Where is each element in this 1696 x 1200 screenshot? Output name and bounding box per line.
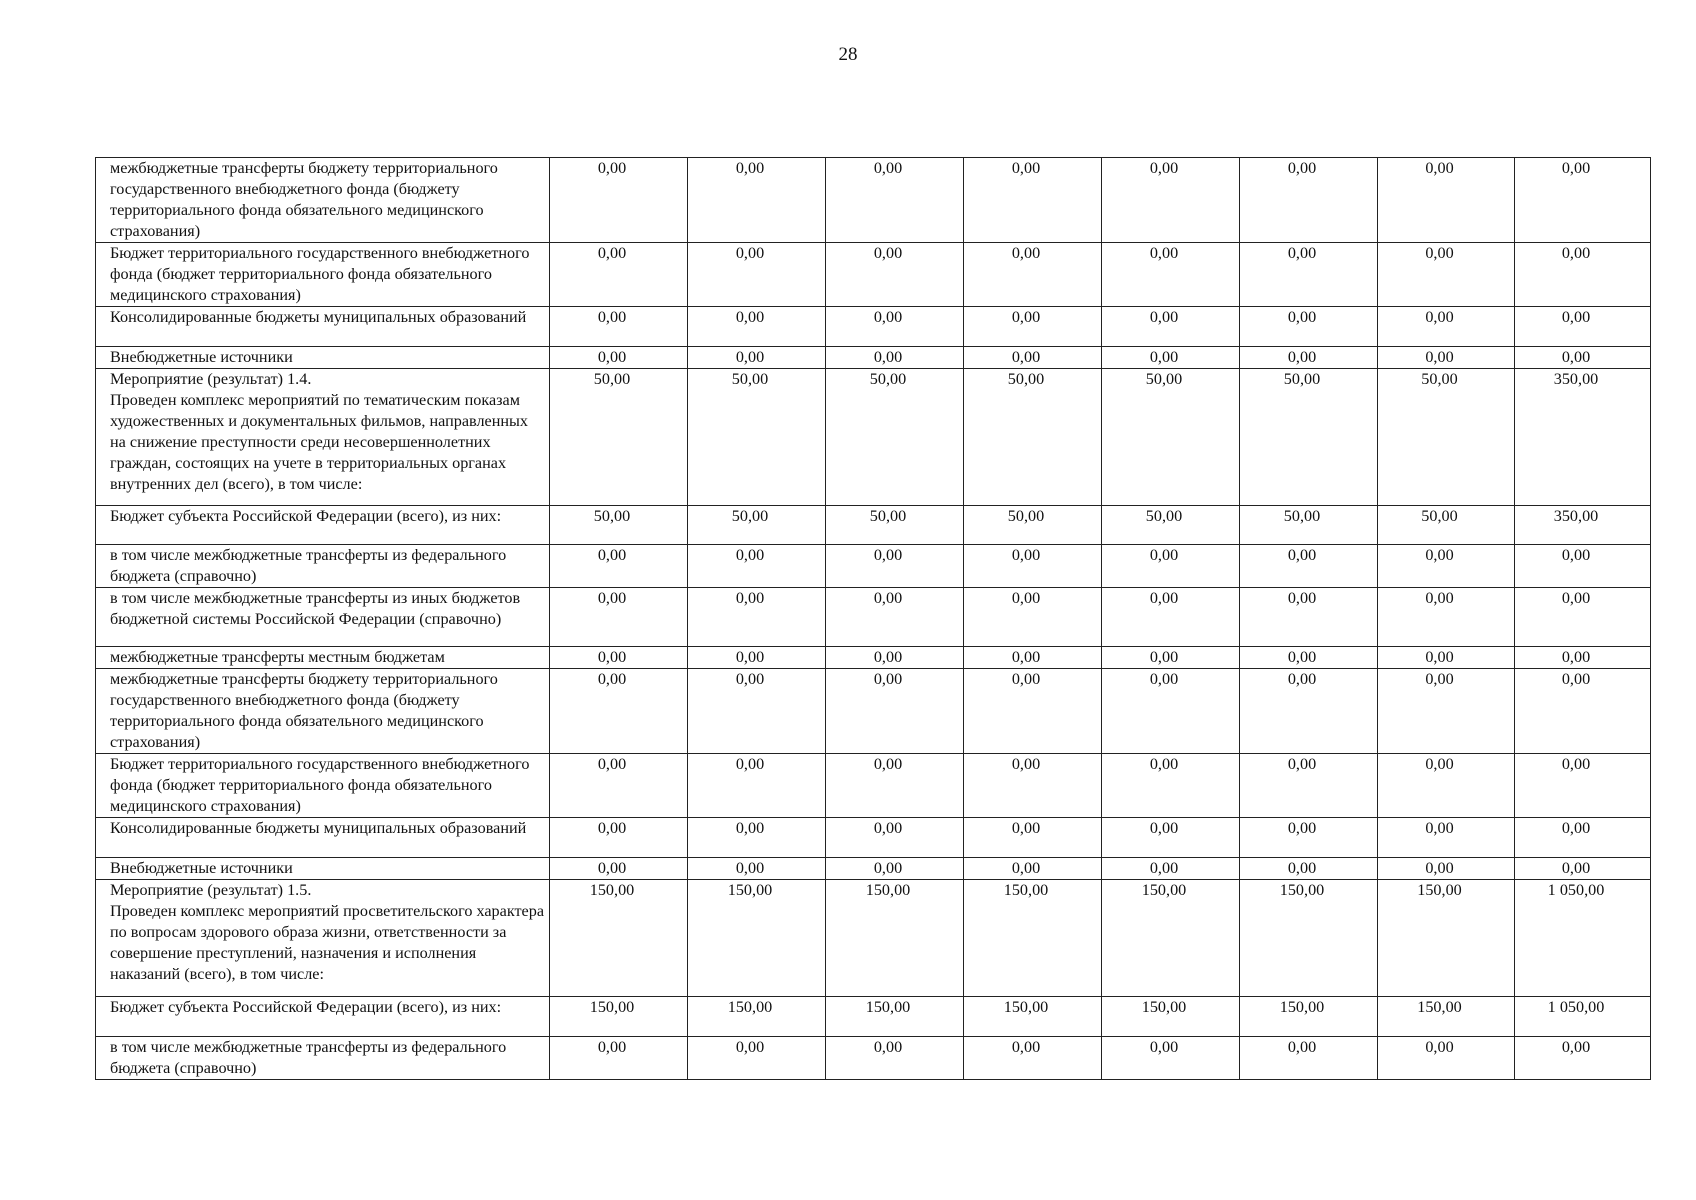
value-cell: 150,00	[550, 879, 688, 997]
value-cell: 150,00	[964, 879, 1102, 997]
value-cell: 0,00	[826, 243, 964, 307]
row-label-text: Проведен комплекс мероприятий по тематическим показам художественных и документальных фильмов, направленных на снижение преступности среди несовершеннолетних граждан, состоящих на учете в территориальных органах внутренних дел (всего), в том числе:	[110, 390, 529, 493]
value-cell: 0,00	[550, 243, 688, 307]
row-label	[96, 1036, 550, 1079]
value-cell: 50,00	[1378, 505, 1515, 545]
value-cell: 0,00	[964, 158, 1102, 243]
value-cell: 0,00	[1378, 346, 1515, 368]
value-cell: 0,00	[688, 545, 826, 588]
value-cell: 0,00	[964, 307, 1102, 347]
value-cell: 0,00	[1240, 346, 1378, 368]
value-cell: 50,00	[1102, 505, 1240, 545]
row-label-text: в том числе межбюджетные трансферты из иных бюджетов бюджетной системы Российской Федерации (справочно)	[110, 589, 521, 628]
value-cell: 50,00	[964, 368, 1102, 505]
value-cell: 0,00	[550, 346, 688, 368]
value-cell: 0,00	[550, 669, 688, 754]
table-row	[96, 588, 1651, 647]
value-cell: 0,00	[964, 1036, 1102, 1079]
value-cell: 0,00	[826, 307, 964, 347]
row-label-text: Консолидированные бюджеты муниципальных образований	[110, 819, 527, 837]
value-cell: 0,00	[1240, 158, 1378, 243]
value-cell: 0,00	[1515, 243, 1651, 307]
value-cell: 0,00	[1102, 307, 1240, 347]
value-cell: 150,00	[1378, 997, 1515, 1037]
value-cell: 0,00	[1102, 346, 1240, 368]
value-cell: 1 050,00	[1515, 997, 1651, 1037]
value-cell: 0,00	[826, 158, 964, 243]
value-cell: 0,00	[1102, 857, 1240, 879]
table-row	[96, 818, 1651, 858]
value-cell: 0,00	[826, 1036, 964, 1079]
row-label	[96, 879, 550, 997]
value-cell: 0,00	[550, 1036, 688, 1079]
value-cell: 0,00	[1102, 158, 1240, 243]
row-label	[96, 545, 550, 588]
table-row	[96, 368, 1651, 505]
value-cell: 150,00	[826, 997, 964, 1037]
table-row	[96, 857, 1651, 879]
value-cell: 0,00	[1378, 158, 1515, 243]
value-cell: 50,00	[964, 505, 1102, 545]
row-label-text: Внебюджетные источники	[110, 858, 293, 877]
value-cell: 50,00	[688, 368, 826, 505]
value-cell: 150,00	[688, 879, 826, 997]
table-row	[96, 505, 1651, 545]
row-label-text: межбюджетные трансферты местным бюджетам	[110, 648, 445, 666]
value-cell: 0,00	[1378, 1036, 1515, 1079]
value-cell: 0,00	[1240, 754, 1378, 818]
row-label-text: межбюджетные трансферты бюджету территориального государственного внебюджетного фонда (бюджету территориального фонда обязательного медицинского страхования)	[110, 159, 498, 240]
value-cell: 0,00	[1515, 158, 1651, 243]
value-cell: 0,00	[550, 818, 688, 858]
table-row	[96, 307, 1651, 347]
value-cell: 50,00	[550, 505, 688, 545]
value-cell: 50,00	[688, 505, 826, 545]
value-cell: 0,00	[688, 754, 826, 818]
value-cell: 0,00	[688, 818, 826, 858]
value-cell: 0,00	[826, 818, 964, 858]
value-cell: 150,00	[1378, 879, 1515, 997]
value-cell: 350,00	[1515, 505, 1651, 545]
value-cell: 0,00	[1378, 545, 1515, 588]
page-number: 28	[838, 44, 858, 65]
value-cell: 150,00	[1102, 997, 1240, 1037]
row-label	[96, 997, 550, 1037]
row-label	[96, 857, 550, 879]
value-cell: 0,00	[550, 754, 688, 818]
value-cell: 0,00	[1515, 754, 1651, 818]
value-cell: 0,00	[964, 346, 1102, 368]
table-row	[96, 754, 1651, 818]
value-cell: 0,00	[1378, 754, 1515, 818]
table-row	[96, 243, 1651, 307]
row-label-text: Консолидированные бюджеты муниципальных образований	[110, 308, 527, 326]
value-cell: 0,00	[550, 545, 688, 588]
value-cell: 0,00	[1102, 669, 1240, 754]
value-cell: 0,00	[964, 243, 1102, 307]
value-cell: 0,00	[1378, 857, 1515, 879]
row-label-text: Внебюджетные источники	[110, 347, 293, 366]
value-cell: 0,00	[1240, 545, 1378, 588]
value-cell: 1 050,00	[1515, 879, 1651, 997]
value-cell: 150,00	[550, 997, 688, 1037]
row-label	[96, 158, 550, 243]
value-cell: 0,00	[1240, 818, 1378, 858]
value-cell: 0,00	[550, 158, 688, 243]
value-cell: 150,00	[688, 997, 826, 1037]
value-cell: 0,00	[1515, 346, 1651, 368]
row-label-text: межбюджетные трансферты бюджету территориального государственного внебюджетного фонда (бюджету территориального фонда обязательного медицинского страхования)	[110, 670, 498, 751]
value-cell: 0,00	[1240, 669, 1378, 754]
value-cell: 150,00	[964, 997, 1102, 1037]
value-cell: 0,00	[688, 243, 826, 307]
value-cell: 0,00	[1240, 307, 1378, 347]
row-label	[96, 505, 550, 545]
value-cell: 0,00	[1240, 243, 1378, 307]
row-label-text: Проведен комплекс мероприятий просветительского характера по вопросам здорового образа жизни, ответственности за совершение преступлений, назначения и исполнения наказаний (всего), в том числе:	[110, 901, 545, 983]
value-cell: 0,00	[1102, 754, 1240, 818]
value-cell: 350,00	[1515, 368, 1651, 505]
value-cell: 0,00	[1102, 243, 1240, 307]
value-cell: 0,00	[688, 307, 826, 347]
value-cell: 0,00	[826, 346, 964, 368]
value-cell: 50,00	[826, 505, 964, 545]
value-cell: 0,00	[688, 346, 826, 368]
row-label	[96, 368, 550, 505]
value-cell: 0,00	[1378, 243, 1515, 307]
value-cell: 0,00	[1102, 545, 1240, 588]
value-cell: 0,00	[550, 647, 688, 669]
table-row	[96, 346, 1651, 368]
value-cell: 0,00	[1102, 1036, 1240, 1079]
value-cell: 0,00	[1378, 588, 1515, 647]
row-label-text: Бюджет субъекта Российской Федерации (всего), из них:	[110, 998, 502, 1016]
row-label-text: Мероприятие (результат) 1.5.	[110, 880, 312, 899]
value-cell: 0,00	[1240, 1036, 1378, 1079]
value-cell: 50,00	[1240, 505, 1378, 545]
row-label	[96, 307, 550, 347]
value-cell: 0,00	[826, 647, 964, 669]
value-cell: 0,00	[964, 545, 1102, 588]
value-cell: 0,00	[1102, 818, 1240, 858]
value-cell: 50,00	[826, 368, 964, 505]
row-label	[96, 647, 550, 669]
row-label	[96, 588, 550, 647]
row-label-text: Бюджет территориального государственного внебюджетного фонда (бюджет территориального фонда обязательного медицинского страхования)	[110, 244, 530, 304]
value-cell: 0,00	[1378, 307, 1515, 347]
value-cell: 50,00	[550, 368, 688, 505]
value-cell: 0,00	[964, 857, 1102, 879]
value-cell: 0,00	[1102, 588, 1240, 647]
value-cell: 0,00	[964, 818, 1102, 858]
row-label	[96, 669, 550, 754]
value-cell: 0,00	[688, 588, 826, 647]
row-label-text: в том числе межбюджетные трансферты из федерального бюджета (справочно)	[110, 546, 507, 585]
table-row	[96, 669, 1651, 754]
value-cell: 0,00	[1515, 647, 1651, 669]
value-cell: 50,00	[1378, 368, 1515, 505]
row-label-text: в том числе межбюджетные трансферты из федерального бюджета (справочно)	[110, 1037, 507, 1077]
row-label-text: Бюджет субъекта Российской Федерации (всего), из них:	[110, 506, 502, 525]
value-cell: 0,00	[964, 669, 1102, 754]
row-label-text: Бюджет территориального государственного внебюджетного фонда (бюджет территориального фонда обязательного медицинского страхования)	[110, 755, 530, 815]
value-cell: 0,00	[688, 158, 826, 243]
value-cell: 0,00	[826, 669, 964, 754]
table-row	[96, 647, 1651, 669]
value-cell: 0,00	[1378, 647, 1515, 669]
table-row	[96, 879, 1651, 997]
value-cell: 0,00	[688, 1036, 826, 1079]
value-cell: 0,00	[1515, 588, 1651, 647]
table-row	[96, 545, 1651, 588]
value-cell: 0,00	[1240, 857, 1378, 879]
value-cell: 0,00	[964, 588, 1102, 647]
value-cell: 0,00	[826, 588, 964, 647]
table-row	[96, 1036, 1651, 1079]
value-cell: 0,00	[1515, 1036, 1651, 1079]
value-cell: 150,00	[1240, 879, 1378, 997]
value-cell: 0,00	[1240, 588, 1378, 647]
value-cell: 50,00	[1102, 368, 1240, 505]
value-cell: 0,00	[964, 647, 1102, 669]
row-label	[96, 243, 550, 307]
value-cell: 0,00	[826, 754, 964, 818]
value-cell: 0,00	[826, 857, 964, 879]
budget-table	[95, 157, 1651, 1080]
value-cell: 150,00	[1102, 879, 1240, 997]
value-cell: 150,00	[826, 879, 964, 997]
row-label	[96, 346, 550, 368]
row-label	[96, 754, 550, 818]
value-cell: 50,00	[1240, 368, 1378, 505]
value-cell: 0,00	[688, 669, 826, 754]
value-cell: 0,00	[1515, 545, 1651, 588]
value-cell: 0,00	[550, 307, 688, 347]
value-cell: 0,00	[1515, 818, 1651, 858]
value-cell: 0,00	[1378, 818, 1515, 858]
value-cell: 0,00	[1378, 669, 1515, 754]
table-row	[96, 997, 1651, 1037]
value-cell: 0,00	[1515, 857, 1651, 879]
value-cell: 0,00	[1102, 647, 1240, 669]
table-row	[96, 158, 1651, 243]
value-cell: 0,00	[964, 754, 1102, 818]
value-cell: 0,00	[826, 545, 964, 588]
value-cell: 0,00	[688, 857, 826, 879]
value-cell: 0,00	[1515, 307, 1651, 347]
budget-table-body	[96, 158, 1651, 1080]
row-label	[96, 818, 550, 858]
value-cell: 0,00	[550, 588, 688, 647]
value-cell: 150,00	[1240, 997, 1378, 1037]
value-cell: 0,00	[550, 857, 688, 879]
value-cell: 0,00	[1240, 647, 1378, 669]
row-label-text: Мероприятие (результат) 1.4.	[110, 369, 312, 388]
value-cell: 0,00	[1515, 669, 1651, 754]
value-cell: 0,00	[688, 647, 826, 669]
